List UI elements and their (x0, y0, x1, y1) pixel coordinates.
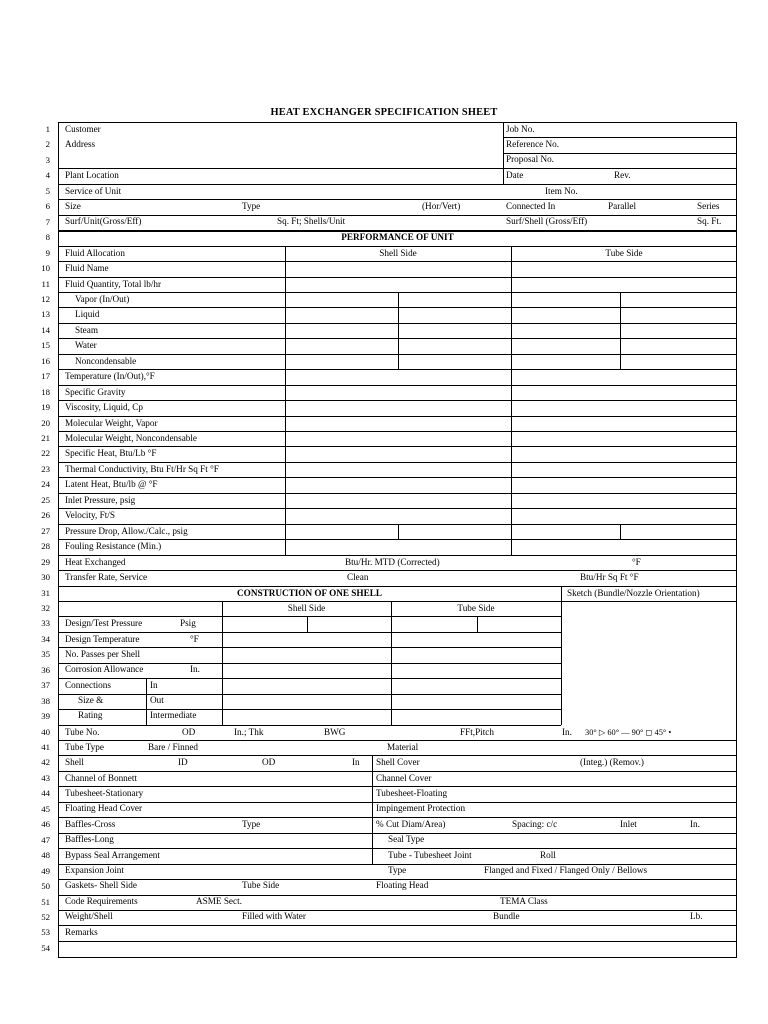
tube-od-label: OD (182, 727, 196, 737)
rule-v (398, 292, 399, 369)
plant-location-label: Plant Location (65, 170, 119, 180)
line-number: 1 (45, 124, 50, 134)
line-number: 33 (41, 618, 50, 629)
line-number: 24 (41, 479, 50, 490)
line-number: 40 (41, 726, 50, 737)
rule-h (58, 431, 737, 432)
line-number: 22 (41, 448, 50, 459)
hor-vert-label: (Hor/Vert) (422, 201, 461, 211)
design-temperature-label: Design Temperature (65, 634, 140, 644)
rule-h (58, 246, 737, 248)
date-label: Date (506, 170, 524, 180)
line-number: 9 (45, 247, 50, 258)
inlet-label: Inlet (620, 819, 637, 829)
conn-out-label: Out (150, 695, 164, 705)
parallel-label: Parallel (608, 201, 637, 211)
rule-h (58, 895, 737, 896)
performance-row-label: Molecular Weight, Noncondensable (65, 433, 198, 443)
performance-row-label: Fluid Quantity, Total lb/hr (65, 278, 162, 289)
rule-h (58, 555, 737, 556)
intermediate-label: Intermediate (150, 710, 197, 720)
rule-v (477, 616, 478, 631)
heat-deg-f-label: °F (632, 557, 641, 567)
performance-row-label: Noncondensable (75, 355, 137, 366)
line-number: 49 (41, 865, 50, 876)
cons-tube-side: Tube Side (457, 603, 495, 613)
floating-head-cover-label: Floating Head Cover (65, 803, 143, 813)
line-number: 34 (41, 633, 50, 644)
line-number: 43 (41, 772, 50, 783)
line-number: 20 (41, 417, 50, 428)
surf-shell-label: Surf/Shell (Gross/Eff) (506, 216, 588, 226)
performance-heading: PERFORMANCE OF UNIT (341, 232, 454, 242)
tube-tubesheet-label: Tube - Tubesheet Joint (388, 850, 472, 860)
rule-h (58, 740, 737, 741)
type-label: Type (242, 201, 261, 211)
line-number: 16 (41, 355, 50, 366)
size-label: Size (65, 201, 81, 211)
pitch-in-label: In. (562, 727, 572, 737)
rule-v (372, 755, 373, 863)
heat-exchanged-label: Heat Exchanged (65, 557, 126, 567)
item-no-label: Item No. (545, 186, 578, 196)
integ-remov-label: (Integ.) (Remov.) (580, 757, 644, 767)
line-number: 37 (41, 680, 50, 691)
rule-v (620, 292, 621, 369)
line-number: 3 (45, 154, 50, 165)
line-number: 46 (41, 819, 50, 830)
impingement-label: Impingement Protection (376, 803, 466, 813)
clean-label: Clean (347, 572, 369, 582)
rule-h (58, 694, 561, 695)
design-temp-deg-f: °F (190, 634, 199, 644)
line-number: 23 (41, 463, 50, 474)
gaskets-label: Gaskets- Shell Side (65, 880, 137, 890)
rule-v (503, 122, 504, 184)
address-label: Address (65, 139, 96, 149)
performance-row-label: Inlet Pressure, psig (65, 494, 136, 505)
rule-h (58, 632, 561, 633)
series-label: Series (697, 201, 720, 211)
shell-id-label: ID (178, 757, 188, 767)
btu-mtd-label: Btu/Hr. MTD (Corrected) (345, 557, 440, 567)
performance-row-label: Velocity, Ft/S (65, 510, 115, 521)
weight-shell-label: Weight/Shell (65, 911, 113, 921)
lb-label: Lb. (690, 911, 703, 921)
shell-in-label: In (352, 757, 360, 767)
rule-h (58, 385, 737, 386)
rule-h (58, 725, 561, 726)
reference-no-label: Reference No. (506, 139, 560, 149)
rule-v (285, 246, 286, 555)
perf-tube-side: Tube Side (605, 248, 643, 258)
tubesheet-stationary-label: Tubesheet-Stationary (65, 788, 144, 798)
in-thk-label: In.; Thk (234, 727, 264, 737)
rule-h (58, 848, 737, 849)
bundle-label: Bundle (493, 911, 520, 921)
line-number: 6 (45, 201, 50, 212)
line-number: 54 (41, 942, 50, 953)
performance-row-label: Viscosity, Liquid, Cp (65, 402, 143, 413)
corrosion-in-label: In. (190, 664, 200, 674)
line-number: 42 (41, 757, 50, 768)
baffles-cross-label: Baffles-Cross (65, 819, 116, 829)
line-number: 44 (41, 788, 50, 799)
connected-in-label: Connected In (506, 201, 556, 211)
psig-label: Psig (180, 618, 196, 628)
tube-type-label: Tube Type (65, 742, 104, 752)
rule-h (58, 261, 737, 262)
tema-label: TEMA Class (500, 896, 548, 906)
line-number: 31 (41, 587, 50, 598)
line-number: 10 (41, 263, 50, 274)
pct-cut-label: % Cut Diam/Area) (376, 819, 446, 829)
bare-finned-label: Bare / Finned (148, 742, 199, 752)
performance-row-label: Molecular Weight, Vapor (65, 417, 158, 428)
line-number: 50 (41, 881, 50, 892)
line-number: 47 (41, 834, 50, 845)
line-number: 48 (41, 850, 50, 861)
rule-h (58, 184, 737, 186)
performance-row-label: Vapor (In/Out) (75, 293, 130, 304)
tube-pattern-angles: 30° ▷ 60° — 90° ◻ 45° • (585, 728, 672, 737)
line-number: 52 (41, 911, 50, 922)
rule-v (146, 678, 147, 724)
proposal-no-label: Proposal No. (506, 154, 554, 164)
line-number: 53 (41, 927, 50, 938)
line-number: 8 (45, 232, 50, 243)
baffles-type-label: Type (242, 819, 261, 829)
rule-h (58, 369, 737, 370)
construction-heading: CONSTRUCTION OF ONE SHELL (237, 588, 382, 598)
customer-label: Customer (65, 124, 101, 134)
rule-h (58, 910, 737, 911)
inlet-in-label: In. (690, 819, 700, 829)
line-number: 15 (41, 340, 50, 351)
rule-h (58, 215, 737, 216)
line-number: 18 (41, 386, 50, 397)
channel-cover-label: Channel Cover (376, 773, 432, 783)
code-req-label: Code Requirements (65, 896, 138, 906)
shell-cover-label: Shell Cover (376, 757, 420, 767)
filled-water-label: Filled with Water (242, 911, 306, 921)
sq-ft-shells-label: Sq. Ft; Shells/Unit (277, 216, 346, 226)
conn-in-label: In (150, 680, 158, 690)
line-number: 51 (41, 896, 50, 907)
flanged-label: Flanged and Fixed / Flanged Only / Bellows (484, 865, 648, 875)
shell-od-label: OD (262, 757, 276, 767)
spacing-label: Spacing: c/c (512, 819, 558, 829)
job-no-label: Job No. (506, 124, 535, 134)
perf-shell-side: Shell Side (379, 248, 417, 258)
performance-row-label: Thermal Conductivity, Btu Ft/Hr Sq Ft °F (65, 463, 219, 474)
line-number: 38 (41, 695, 50, 706)
line-number: 35 (41, 649, 50, 660)
rule-h (58, 709, 561, 710)
performance-row-label: Fluid Name (65, 263, 109, 274)
rule-h (58, 416, 737, 417)
rating-label: Rating (78, 710, 103, 720)
tube-no-label: Tube No. (65, 727, 100, 737)
rule-h (58, 446, 737, 447)
line-number: 39 (41, 711, 50, 722)
performance-row-label: Steam (75, 324, 98, 335)
rule-h (58, 477, 737, 478)
performance-row-label: Latent Heat, Btu/lb @ °F (65, 479, 158, 490)
rule-h (58, 277, 737, 278)
rule-v (391, 601, 392, 725)
design-test-pressure-label: Design/Test Pressure (65, 618, 143, 628)
rule-h (58, 462, 737, 463)
rule-h (58, 586, 737, 588)
rule-h (58, 678, 561, 679)
surf-unit-label: Surf/Unit(Gross/Eff) (65, 216, 142, 226)
rule-h (58, 570, 737, 571)
rule-v (561, 586, 562, 725)
roll-label: Roll (540, 850, 556, 860)
rule-h (58, 508, 737, 509)
cons-shell-side: Shell Side (287, 603, 326, 613)
sketch-label: Sketch (Bundle/Nozzle Orientation) (567, 588, 700, 598)
line-number: 19 (41, 402, 50, 413)
line-number: 21 (41, 433, 50, 443)
performance-row-label: Fouling Resistance (Min.) (65, 541, 162, 552)
performance-row-label: Temperature (In/Out),°F (65, 371, 155, 382)
remarks-label: Remarks (65, 927, 98, 937)
line-number: 25 (41, 494, 50, 505)
rule-h (58, 400, 737, 401)
corrosion-label: Corrosion Allowance (65, 664, 144, 674)
asme-label: ASME Sect. (196, 896, 242, 906)
performance-row-label: Liquid (75, 309, 100, 320)
performance-row-label: Fluid Allocation (65, 247, 125, 258)
performance-row-label: Pressure Drop, Allow./Calc., psig (65, 525, 188, 536)
connections-label: Connections (65, 680, 111, 690)
rule-v (398, 524, 399, 539)
rule-v (620, 524, 621, 539)
service-of-unit-label: Service of Unit (65, 186, 122, 196)
rule-h (58, 168, 737, 169)
line-number: 4 (45, 170, 50, 181)
line-number: 17 (41, 371, 50, 382)
rule-h (58, 771, 737, 772)
line-number: 5 (45, 185, 50, 196)
btu-sqft-label: Btu/Hr Sq Ft °F (580, 572, 639, 582)
rule-v (307, 616, 308, 631)
line-number: 14 (41, 324, 50, 335)
rev-label: Rev. (614, 170, 631, 180)
line-number: 28 (41, 541, 50, 552)
line-number: 32 (41, 602, 50, 613)
line-number: 12 (41, 293, 50, 304)
rule-h (58, 539, 737, 540)
bwg-label: BWG (324, 727, 346, 737)
rule-h (58, 941, 737, 942)
shell-label: Shell (65, 757, 84, 767)
line-number: 26 (41, 510, 50, 521)
bypass-label: Bypass Seal Arrangement (65, 850, 160, 860)
rule-h (58, 925, 737, 926)
line-number: 2 (45, 139, 50, 150)
line-number: 13 (41, 309, 50, 320)
line-number: 30 (41, 572, 50, 583)
passes-label: No. Passes per Shell (65, 649, 141, 659)
line-number: 29 (41, 556, 50, 567)
gaskets-tube-side-label: Tube Side (242, 880, 280, 890)
size-and-label: Size & (78, 695, 104, 705)
line-number: 36 (41, 664, 50, 675)
sq-ft-label: Sq. Ft. (697, 216, 722, 226)
line-number: 7 (45, 216, 50, 227)
rule-v (511, 246, 512, 555)
ft-pitch-label: FFt,Pitch (460, 727, 494, 737)
channel-bonnett-label: Channel of Bonnett (65, 773, 137, 783)
line-number: 45 (41, 803, 50, 814)
baffles-long-label: Baffles-Long (65, 834, 114, 844)
performance-row-label: Specific Heat, Btu/Lb °F (65, 448, 157, 459)
line-number: 27 (41, 525, 50, 536)
line-number: 41 (41, 742, 50, 752)
seal-type-label: Seal Type (388, 834, 425, 844)
line-number: 11 (41, 278, 50, 289)
rule-v (222, 601, 223, 725)
material-label: Material (387, 742, 419, 752)
tubesheet-floating-label: Tubesheet-Floating (376, 788, 448, 798)
expansion-type-label: Type (388, 865, 407, 875)
page-title: HEAT EXCHANGER SPECIFICATION SHEET (270, 107, 498, 118)
expansion-joint-label: Expansion Joint (65, 865, 124, 875)
floating-head-label: Floating Head (376, 880, 429, 890)
performance-row-label: Specific Gravity (65, 386, 126, 397)
transfer-rate-label: Transfer Rate, Service (65, 572, 148, 582)
rule-h (58, 493, 737, 494)
rule-h (58, 601, 737, 602)
performance-row-label: Water (75, 340, 97, 351)
